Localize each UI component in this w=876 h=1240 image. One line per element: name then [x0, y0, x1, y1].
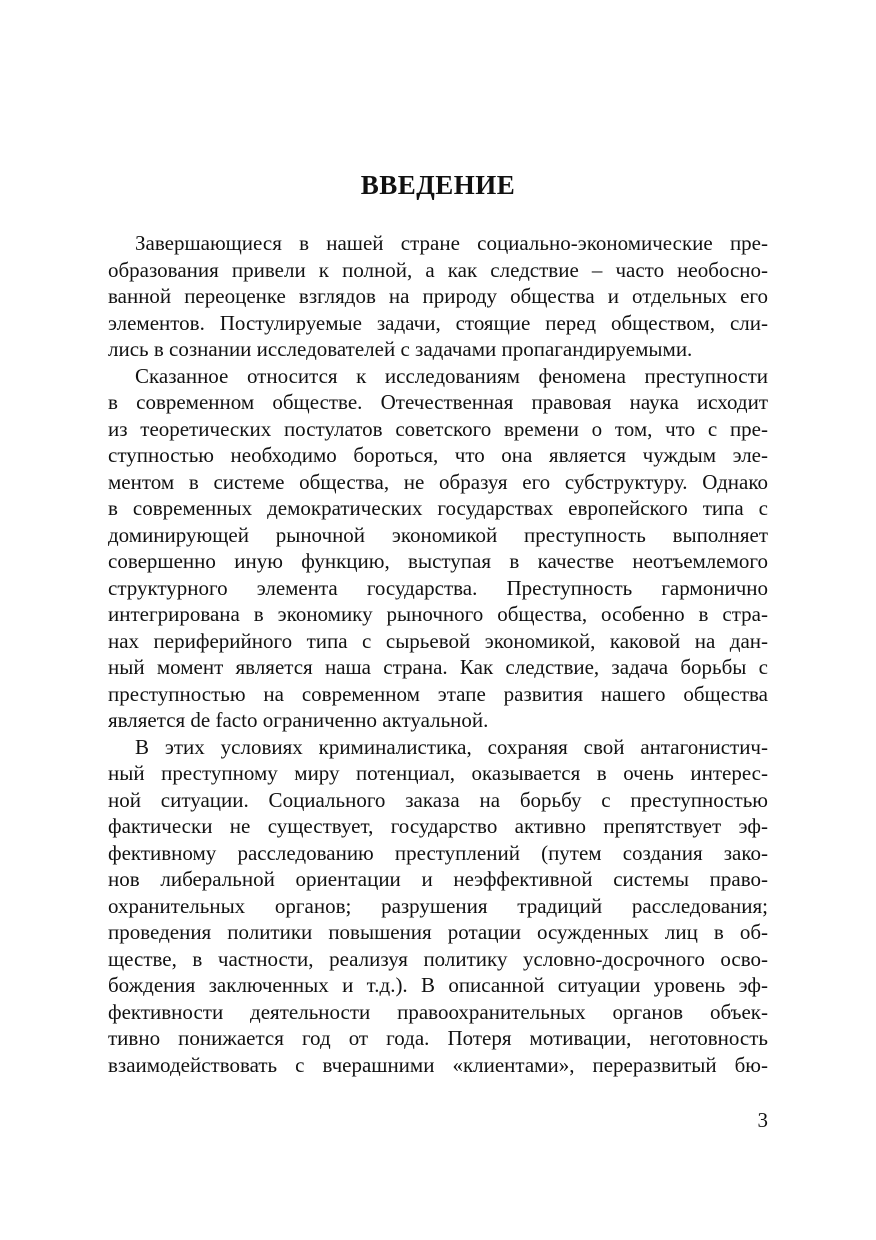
- paragraph-line: преступностью на современном этапе развития нашего общества: [108, 681, 768, 706]
- paragraph-line: проведения политики повышения ротации осужденных лиц в об-: [108, 920, 768, 944]
- paragraph-line: ступностью необходимо бороться, что она является чуждым эле-: [108, 443, 768, 467]
- page-number: 3: [757, 1108, 768, 1132]
- paragraph-line: ществе, в частности, реализуя политику условно-досрочного осво-: [108, 946, 768, 971]
- paragraph-line: тивно понижается год от года. Потеря мотивации, неготовность: [108, 1026, 768, 1050]
- paragraph-line: является de facto ограниченно актуальной.: [108, 708, 489, 732]
- paragraph-line: ный преступному миру потенциал, оказывается в очень интерес-: [108, 761, 768, 785]
- paragraph-line: В этих условиях криминалистика, сохраняя свой антагонистич-: [135, 734, 768, 759]
- chapter-title: ВВЕДЕНИЕ: [360, 170, 516, 200]
- paragraph-line: интегрирована в экономику рыночного общества, особенно в стра-: [108, 602, 768, 626]
- paragraph-line: в современных демократических государствах европейского типа с: [108, 496, 768, 520]
- paragraph-line: элементов. Постулируемые задачи, стоящие перед обществом, сли-: [108, 310, 768, 335]
- paragraph-line: ванной переоценке взглядов на природу общества и отдельных его: [108, 284, 768, 308]
- paragraph-line: нах периферийного типа с сырьевой экономикой, каковой на дан-: [108, 628, 768, 653]
- paragraph-3: [108, 734, 768, 1079]
- paragraph-line: в современном обществе. Отечественная правовая наука исходит: [108, 390, 768, 414]
- paragraph-line: лись в сознании исследователей с задачами пропагандируемыми.: [108, 337, 693, 361]
- paragraph-line: из теоретических постулатов советского времени о том, что с пре-: [108, 416, 768, 441]
- paragraph-line: нов либеральной ориентации и неэффективной системы право-: [108, 867, 768, 891]
- paragraph-line: фактически не существует, государство активно препятствует эф-: [108, 814, 768, 838]
- paragraph-1: [108, 230, 768, 363]
- paragraph-line: совершенно иную функцию, выступая в качестве неотъемлемого: [108, 549, 768, 573]
- paragraph-line: фективному расследованию преступлений (путем создания зако-: [108, 840, 768, 865]
- paragraph-line: Завершающиеся в нашей стране социально-экономические пре-: [135, 231, 768, 255]
- paragraph-line: образования привели к полной, а как следствие – часто необосно-: [108, 257, 768, 282]
- paragraph-2: [108, 363, 768, 734]
- paragraph-line: структурного элемента государства. Преступность гармонично: [108, 575, 768, 600]
- paragraph-line: фективности деятельности правоохранительных органов объек-: [108, 999, 768, 1024]
- paragraph-line: ной ситуации. Социального заказа на борьбу с преступностью: [108, 787, 768, 812]
- paragraph-line: ментом в системе общества, не образуя его субструктуру. Однако: [108, 469, 768, 494]
- paragraph-line: бождения заключенных и т.д.). В описанной ситуации уровень эф-: [108, 973, 768, 997]
- paragraph-line: ный момент является наша страна. Как следствие, задача борьбы с: [108, 655, 768, 679]
- body-text: [108, 230, 768, 1078]
- paragraph-line: охранительных органов; разрушения традиций расследования;: [108, 893, 768, 918]
- paragraph-line: Сказанное относится к исследованиям феномена преступности: [135, 363, 768, 388]
- paragraph-line: взаимодействовать с вчерашними «клиентами», переразвитый бю-: [108, 1052, 768, 1077]
- paragraph-line: доминирующей рыночной экономикой преступность выполняет: [108, 522, 768, 547]
